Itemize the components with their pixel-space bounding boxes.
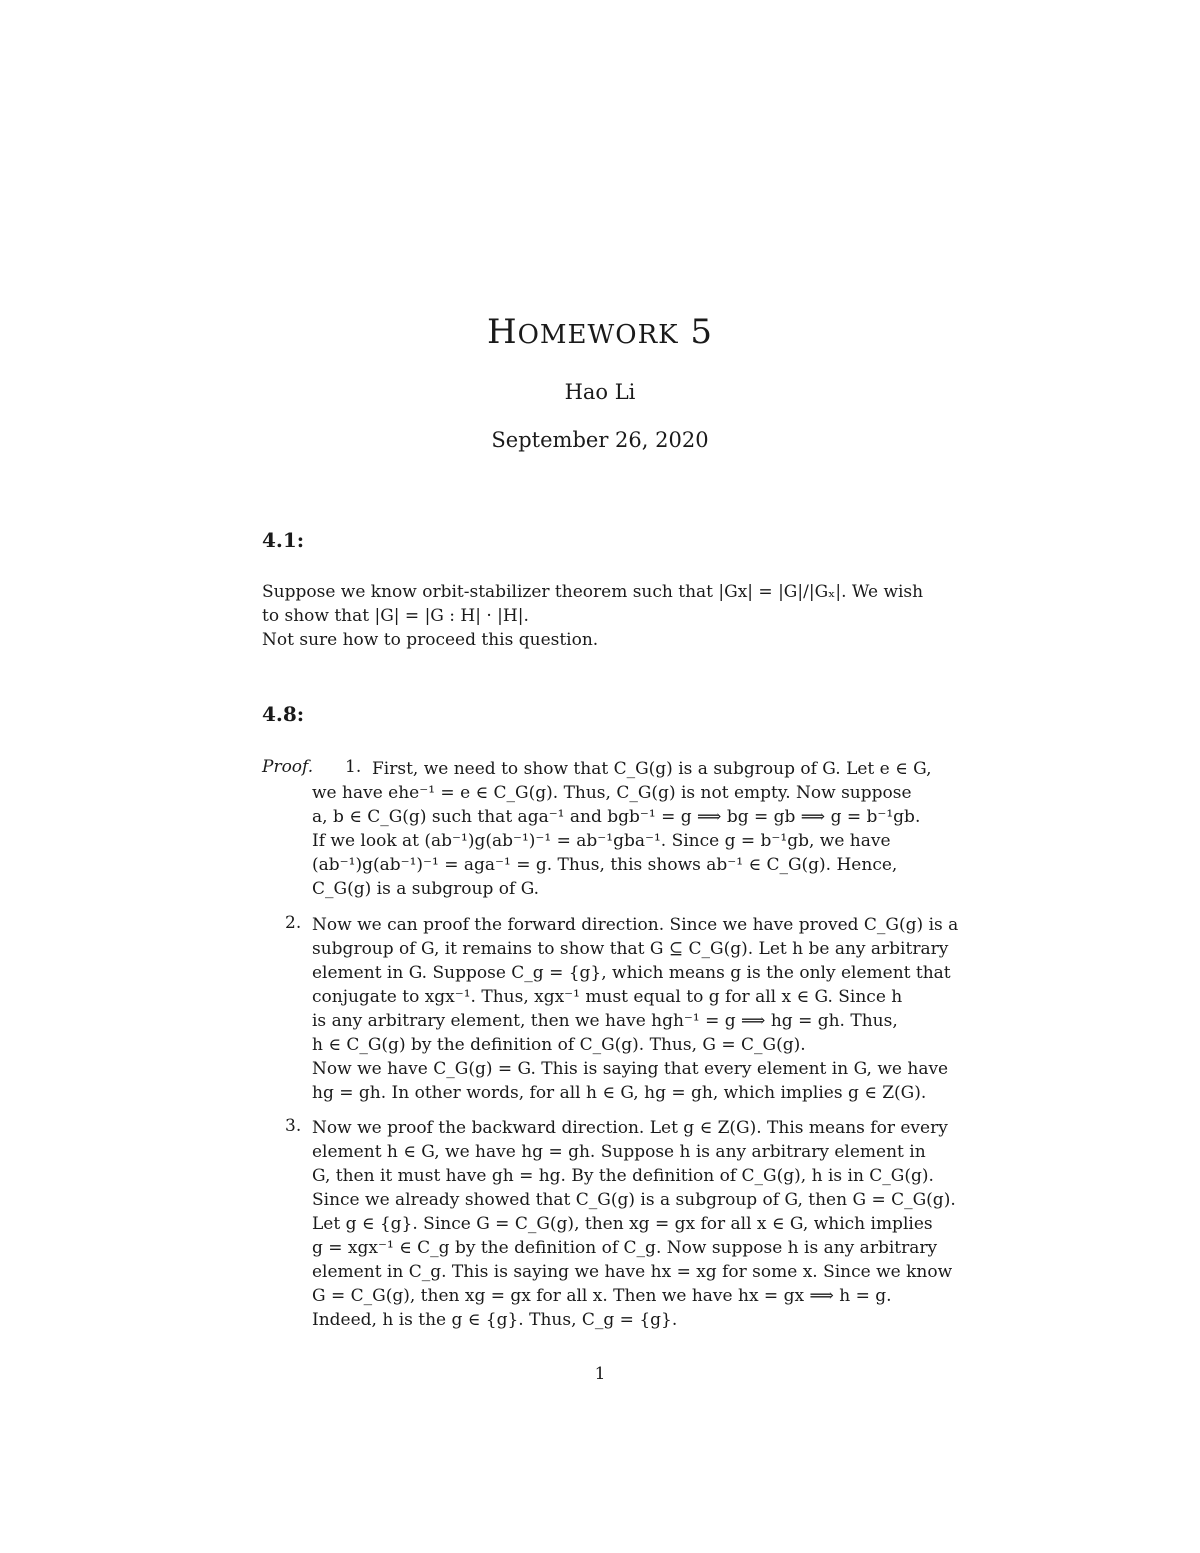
proof-item-1 <box>372 757 938 781</box>
section-heading-4-8: 4.8: <box>262 702 305 726</box>
text-line: g = xgx⁻¹ ∈ C_g by the definition of C_g. Now suppose h is any arbitrary <box>312 1238 938 1258</box>
list-number: 2. <box>285 913 302 933</box>
text-line: is any arbitrary element, then we have hgh⁻¹ = g ⟹ hg = gh. Thus, <box>312 1011 898 1031</box>
text-line: element in C_g. This is saying we have hx = xg for some x. Since we know <box>312 1262 953 1282</box>
text-line: Suppose we know orbit-stabilizer theorem such that |Gx| = |G|/|Gₓ|. We wish <box>262 582 924 602</box>
text-line: If we look at (ab⁻¹)g(ab⁻¹)⁻¹ = ab⁻¹gba⁻¹. Since g = b⁻¹gb, we have <box>312 831 891 851</box>
text-line: Let g ∈ {g}. Since G = C_G(g), then xg = gx for all x ∈ G, which implies <box>312 1214 933 1234</box>
section-heading-4-1: 4.1: <box>262 528 305 552</box>
text-line: (ab⁻¹)g(ab⁻¹)⁻¹ = aga⁻¹ = g. Thus, this shows ab⁻¹ ∈ C_G(g). Hence, <box>312 855 898 875</box>
text-line: Since we already showed that C_G(g) is a subgroup of G, then G = C_G(g). <box>312 1190 956 1210</box>
text-line: Indeed, h is the g ∈ {g}. Thus, C_g = {g}. <box>312 1310 678 1330</box>
text-line: a, b ∈ C_G(g) such that aga⁻¹ and bgb⁻¹ = g ⟹ bg = gb ⟹ g = b⁻¹gb. <box>312 807 921 827</box>
text-line: G = C_G(g), then xg = gx for all x. Then we have hx = gx ⟹ h = g. <box>312 1286 892 1306</box>
text-line: Now we can proof the forward direction. Since we have proved C_G(g) is a <box>312 915 959 935</box>
list-number: 1. <box>345 757 362 777</box>
text-line: Now we have C_G(g) = G. This is saying that every element in G, we have <box>312 1059 949 1079</box>
proof-item-1-cont <box>312 781 938 901</box>
proof-label: Proof. <box>262 757 314 777</box>
text-line: G, then it must have gh = hg. By the definition of C_G(g), h is in C_G(g). <box>312 1166 934 1186</box>
text-line: element h ∈ G, we have hg = gh. Suppose h is any arbitrary element in <box>312 1142 926 1162</box>
text-line: we have ehe⁻¹ = e ∈ C_G(g). Thus, C_G(g) is not empty. Now suppose <box>312 783 912 803</box>
text-line: Not sure how to proceed this question. <box>262 630 599 650</box>
text-line: C_G(g) is a subgroup of G. <box>312 879 540 899</box>
text-line: h ∈ C_G(g) by the definition of C_G(g). Thus, G = C_G(g). <box>312 1035 806 1055</box>
proof-item-3 <box>312 1116 956 1332</box>
text-line: subgroup of G, it remains to show that G ⊆ C_G(g). Let h be any arbitrary <box>312 939 949 959</box>
proof-item-2 <box>312 913 959 1105</box>
document-title: HOMEWORK 5 <box>486 312 714 352</box>
document-date: September 26, 2020 <box>491 428 709 452</box>
text-line: conjugate to xgx⁻¹. Thus, xgx⁻¹ must equal to g for all x ∈ G. Since h <box>312 987 903 1007</box>
author-name: Hao Li <box>564 380 636 404</box>
list-number: 3. <box>285 1116 302 1136</box>
text-line: hg = gh. In other words, for all h ∈ G, hg = gh, which implies g ∈ Z(G). <box>312 1083 927 1103</box>
page-number: 1 <box>594 1364 606 1384</box>
text-line: to show that |G| = |G : H| · |H|. <box>262 606 529 626</box>
text-line: element in G. Suppose C_g = {g}, which means g is the only element that <box>312 963 951 983</box>
section-4-1-body <box>262 580 938 652</box>
text-line: Now we proof the backward direction. Let g ∈ Z(G). This means for every <box>312 1118 948 1138</box>
text-line: First, we need to show that C_G(g) is a subgroup of G. Let e ∈ G, <box>372 759 932 779</box>
